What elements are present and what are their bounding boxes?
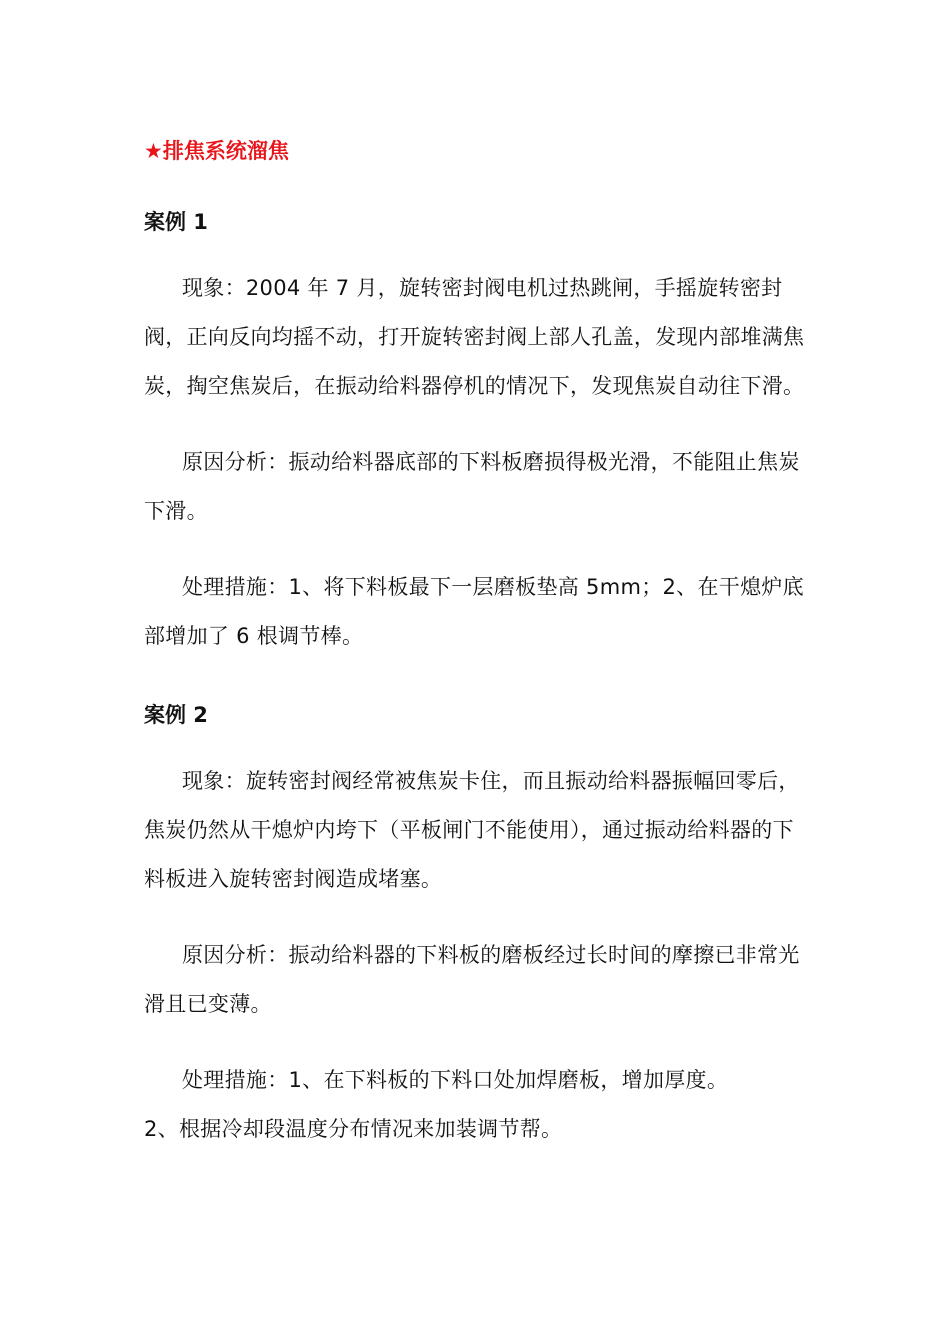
case-2-heading: 案例 2 bbox=[144, 703, 208, 727]
case-1-cause: 原因分析：振动给料器底部的下料板磨损得极光滑，不能阻止焦炭下滑。 bbox=[144, 450, 800, 523]
case-2-measures-line-2: 2、根据冷却段温度分布情况来加装调节帮。 bbox=[144, 1117, 563, 1141]
case-2-phenomenon: 现象：旋转密封阀经常被焦炭卡住，而且振动给料器振幅回零后，焦炭仍然从干熄炉内垮下（平板闸门不能使用），通过振动给料器的下料板进入旋转密封阀造成堵塞。 bbox=[144, 769, 800, 891]
case-1-heading: 案例 1 bbox=[144, 210, 208, 234]
document-content bbox=[144, 134, 814, 1154]
case-1-measures: 处理措施：1、将下料板最下一层磨板垫高 5mm；2、在干熄炉底部增加了 6 根调节棒。 bbox=[144, 575, 804, 648]
case-2-measures-line-1: 处理措施：1、在下料板的下料口处加焊磨板，增加厚度。 bbox=[182, 1068, 729, 1092]
case-1-phenomenon: 现象：2004 年 7 月，旋转密封阀电机过热跳闸，手摇旋转密封阀，正向反向均摇不动，打开旋转密封阀上部人孔盖，发现内部堆满焦炭，掏空焦炭后，在振动给料器停机的情况下，发现焦炭自动往下滑。 bbox=[144, 276, 805, 398]
case-2-cause: 原因分析：振动给料器的下料板的磨板经过长时间的摩擦已非常光滑且已变薄。 bbox=[144, 943, 800, 1016]
section-title: ★排焦系统溜焦 bbox=[144, 139, 289, 163]
